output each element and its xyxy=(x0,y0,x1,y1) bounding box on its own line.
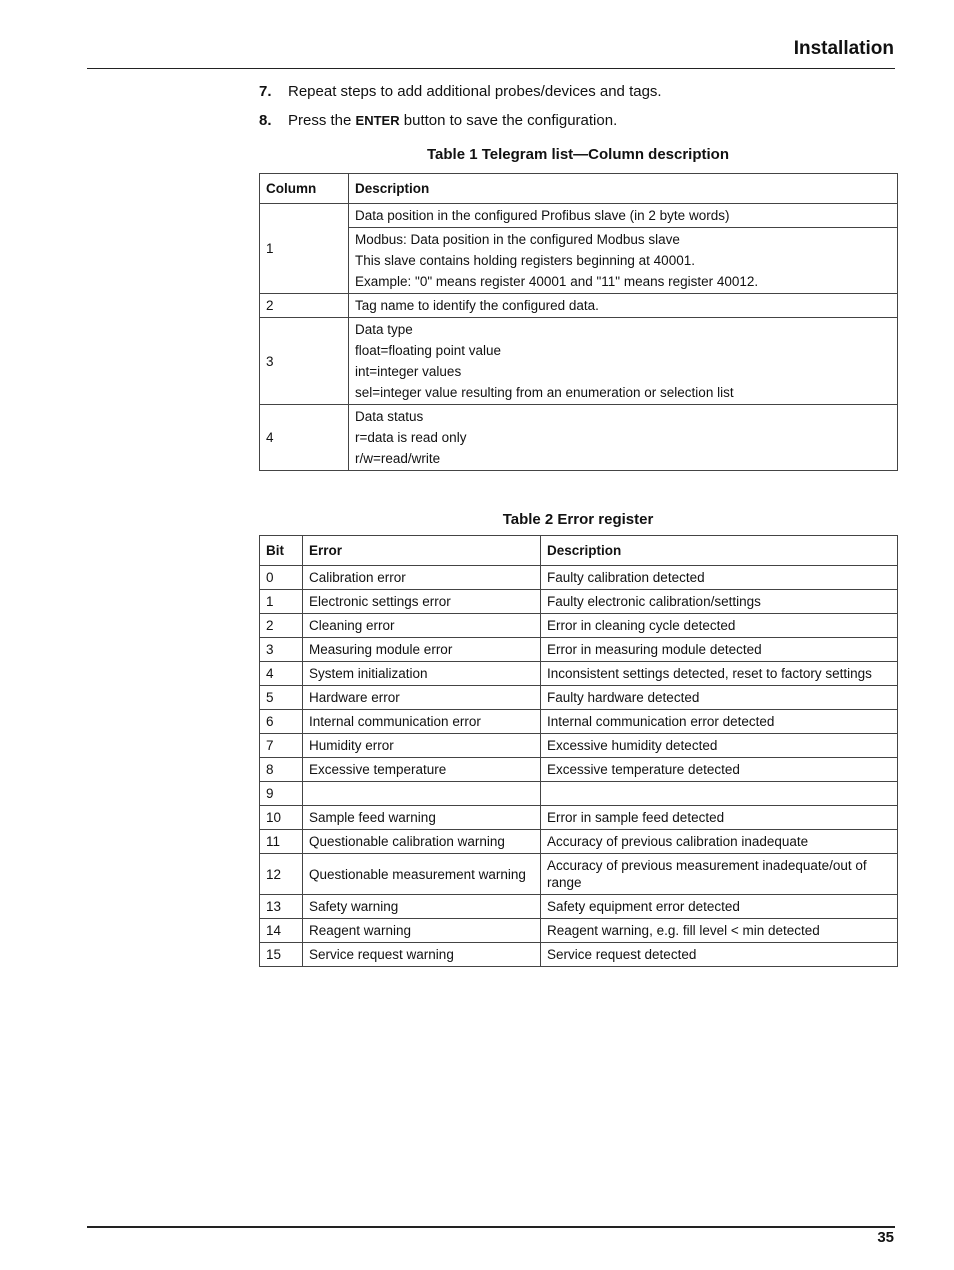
table-row xyxy=(260,228,898,294)
error-cell: Humidity error xyxy=(303,734,541,758)
table-header-row xyxy=(260,536,898,566)
description-line: Data status xyxy=(355,409,424,424)
column-header: Error xyxy=(303,536,541,566)
column-number-cell: 4 xyxy=(260,405,349,471)
step-number: 8. xyxy=(259,112,272,129)
error-cell: Questionable calibration warning xyxy=(303,830,541,854)
step-text: button to save the configuration. xyxy=(399,112,618,129)
table1-caption: Table 1 Telegram list—Column description xyxy=(427,146,729,163)
error-cell: Safety warning xyxy=(303,895,541,919)
bit-cell: 2 xyxy=(260,614,303,638)
description-line: Example: "0" means register 40001 and "11" means register 40012. xyxy=(355,274,759,289)
section-title: Installation xyxy=(793,38,894,59)
error-cell: Cleaning error xyxy=(303,614,541,638)
description-cell: Service request detected xyxy=(541,943,898,967)
description-line: Modbus: Data position in the configured Modbus slave xyxy=(355,232,680,247)
bit-cell: 14 xyxy=(260,919,303,943)
step-item xyxy=(259,82,662,111)
description-cell: Accuracy of previous measurement inadequate/out of range xyxy=(541,854,898,895)
page-number: 35 xyxy=(877,1229,894,1246)
column-number-cell: 3 xyxy=(260,318,349,405)
table-row xyxy=(260,782,898,806)
telegram-list-table xyxy=(259,173,898,471)
table-row xyxy=(260,895,898,919)
description-line: r/w=read/write xyxy=(355,451,441,466)
description-line: Tag name to identify the configured data. xyxy=(355,298,599,313)
table-row xyxy=(260,590,898,614)
table-row xyxy=(260,758,898,782)
bit-cell: 8 xyxy=(260,758,303,782)
error-cell: Questionable measurement warning xyxy=(303,854,541,895)
error-cell: Measuring module error xyxy=(303,638,541,662)
description-line: sel=integer value resulting from an enumeration or selection list xyxy=(355,385,734,400)
bit-cell: 0 xyxy=(260,566,303,590)
description-cell: Inconsistent settings detected, reset to factory settings xyxy=(541,662,898,686)
description-cell: Safety equipment error detected xyxy=(541,895,898,919)
table-row xyxy=(260,204,898,228)
description-cell: Error in measuring module detected xyxy=(541,638,898,662)
description-line: Data position in the configured Profibus slave (in 2 byte words) xyxy=(355,208,730,223)
table-row xyxy=(260,710,898,734)
bit-cell: 15 xyxy=(260,943,303,967)
table-row xyxy=(260,614,898,638)
error-cell: Electronic settings error xyxy=(303,590,541,614)
description-cell: Reagent warning, e.g. fill level < min detected xyxy=(541,919,898,943)
description-cell: Faulty calibration detected xyxy=(541,566,898,590)
table-row xyxy=(260,318,898,405)
bit-cell: 5 xyxy=(260,686,303,710)
table-row xyxy=(260,734,898,758)
bit-cell: 6 xyxy=(260,710,303,734)
table2-body xyxy=(260,566,898,967)
bit-cell: 1 xyxy=(260,590,303,614)
enter-keyword: ENTER xyxy=(355,113,400,128)
error-cell: Excessive temperature xyxy=(303,758,541,782)
description-cell: Excessive humidity detected xyxy=(541,734,898,758)
table-row xyxy=(260,854,898,895)
column-header: Column xyxy=(260,174,349,204)
step-item xyxy=(259,111,662,140)
error-register-table xyxy=(259,535,898,967)
description-cell: Error in sample feed detected xyxy=(541,806,898,830)
description-cell: Error in cleaning cycle detected xyxy=(541,614,898,638)
error-cell: Service request warning xyxy=(303,943,541,967)
description-cell: Accuracy of previous calibration inadequate xyxy=(541,830,898,854)
header-rule xyxy=(87,68,895,69)
table-row xyxy=(260,919,898,943)
description-cell: Faulty electronic calibration/settings xyxy=(541,590,898,614)
bit-cell: 9 xyxy=(260,782,303,806)
bit-cell: 3 xyxy=(260,638,303,662)
table-row xyxy=(260,294,898,318)
table-row xyxy=(260,662,898,686)
table-row xyxy=(260,830,898,854)
description-cell xyxy=(349,294,898,318)
table2-caption: Table 2 Error register xyxy=(502,511,654,528)
error-cell: Hardware error xyxy=(303,686,541,710)
table-row xyxy=(260,566,898,590)
table-row xyxy=(260,806,898,830)
error-cell: Internal communication error xyxy=(303,710,541,734)
table-row xyxy=(260,686,898,710)
bit-cell: 7 xyxy=(260,734,303,758)
error-cell: System initialization xyxy=(303,662,541,686)
bit-cell: 13 xyxy=(260,895,303,919)
step-text: Repeat steps to add additional probes/devices and tags. xyxy=(288,83,662,100)
description-cell: Internal communication error detected xyxy=(541,710,898,734)
description-line: This slave contains holding registers beginning at 40001. xyxy=(355,253,695,268)
description-cell xyxy=(349,204,898,228)
description-cell: Faulty hardware detected xyxy=(541,686,898,710)
bit-cell: 12 xyxy=(260,854,303,895)
description-line: int=integer values xyxy=(355,364,462,379)
column-number-cell: 1 xyxy=(260,204,349,294)
description-cell: Excessive temperature detected xyxy=(541,758,898,782)
table1-body xyxy=(260,204,898,471)
bit-cell: 4 xyxy=(260,662,303,686)
error-cell: Sample feed warning xyxy=(303,806,541,830)
procedure-steps xyxy=(259,82,662,140)
description-cell xyxy=(349,318,898,405)
table-row xyxy=(260,405,898,471)
column-header: Description xyxy=(349,174,898,204)
column-number-cell: 2 xyxy=(260,294,349,318)
step-text: Press the xyxy=(288,112,356,129)
column-header: Description xyxy=(541,536,898,566)
error-cell xyxy=(303,782,541,806)
table-row xyxy=(260,638,898,662)
description-line: float=floating point value xyxy=(355,343,501,358)
description-cell xyxy=(349,228,898,294)
table-row xyxy=(260,943,898,967)
bit-cell: 10 xyxy=(260,806,303,830)
description-line: r=data is read only xyxy=(355,430,467,445)
description-cell xyxy=(349,405,898,471)
error-cell: Calibration error xyxy=(303,566,541,590)
bit-cell: 11 xyxy=(260,830,303,854)
column-header: Bit xyxy=(260,536,303,566)
footer-rule xyxy=(87,1226,895,1228)
description-cell xyxy=(541,782,898,806)
step-number: 7. xyxy=(259,83,272,100)
error-cell: Reagent warning xyxy=(303,919,541,943)
table-header-row xyxy=(260,174,898,204)
description-line: Data type xyxy=(355,322,413,337)
